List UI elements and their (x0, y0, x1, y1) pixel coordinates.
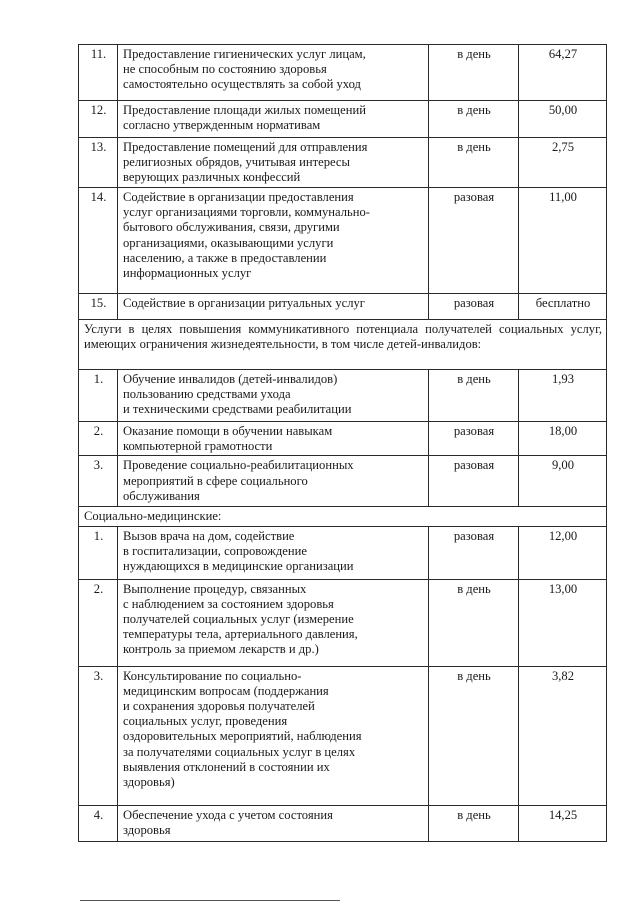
row-number: 1. (79, 526, 118, 579)
unit-cell: разовая (429, 294, 519, 320)
unit-cell: разовая (429, 456, 519, 507)
row-number: 3. (79, 666, 118, 805)
unit-cell: в день (429, 370, 519, 422)
table-row (79, 45, 607, 101)
price-cell: 18,00 (519, 422, 607, 456)
section-communicative-title: Услуги в целях повышения коммуникативного потенциала получателей социальных услуг, имеющих ограничения жизнедеятельности, в том числе детей-инвалидов: (79, 320, 607, 370)
services-price-table (78, 44, 607, 842)
unit-cell: в день (429, 45, 519, 101)
service-name: Предоставление площади жилых помещений согласно утвержденным нормативам (118, 101, 429, 138)
row-number: 13. (79, 138, 118, 188)
table-row (79, 666, 607, 805)
service-name: Обучение инвалидов (детей-инвалидов) пользованию средствами ухода и техническими средствами реабилитации (118, 370, 429, 422)
row-number: 2. (79, 422, 118, 456)
price-cell: 64,27 (519, 45, 607, 101)
table-row (79, 805, 607, 841)
service-name: Содействие в организации предоставления услуг организациями торговли, коммунально- бытового обслуживания, связи, другими организациями, оказывающими услуги населению, а также в предоставлении информационных услуг (118, 188, 429, 294)
unit-cell: разовая (429, 188, 519, 294)
service-name: Проведение социально-реабилитационных мероприятий в сфере социального обслуживания (118, 456, 429, 507)
row-number: 1. (79, 370, 118, 422)
section-header-row (79, 507, 607, 526)
service-name: Предоставление гигиенических услуг лицам, не способным по состоянию здоровья самостоятельно осуществлять за собой уход (118, 45, 429, 101)
price-cell: бесплатно (519, 294, 607, 320)
table-row (79, 138, 607, 188)
table-row (79, 456, 607, 507)
row-number: 15. (79, 294, 118, 320)
row-number: 4. (79, 805, 118, 841)
price-cell: 11,00 (519, 188, 607, 294)
unit-cell: в день (429, 138, 519, 188)
table-row (79, 188, 607, 294)
service-name: Содействие в организации ритуальных услуг (118, 294, 429, 320)
unit-cell: в день (429, 805, 519, 841)
service-name: Оказание помощи в обучении навыкам компьютерной грамотности (118, 422, 429, 456)
section-header-row (79, 320, 607, 370)
section-medical-title: Социально-медицинские: (79, 507, 607, 526)
price-cell: 3,82 (519, 666, 607, 805)
service-name: Обеспечение ухода с учетом состояния здоровья (118, 805, 429, 841)
unit-cell: в день (429, 101, 519, 138)
table-row (79, 370, 607, 422)
service-name: Вызов врача на дом, содействие в госпитализации, сопровождение нуждающихся в медицинские организации (118, 526, 429, 579)
footer-divider (80, 900, 340, 901)
service-name: Консультирование по социально- медицинским вопросам (поддержания и сохранения здоровья получателей социальных услуг, проведения оздоровительных мероприятий, наблюдения за получателями социальных услуг в целях выявления отклонений в состоянии их здоровья) (118, 666, 429, 805)
service-name: Предоставление помещений для отправления религиозных обрядов, учитывая интересы верующих различных конфессий (118, 138, 429, 188)
table-row (79, 101, 607, 138)
unit-cell: разовая (429, 422, 519, 456)
unit-cell: в день (429, 666, 519, 805)
table-row (79, 526, 607, 579)
price-cell: 14,25 (519, 805, 607, 841)
service-name: Выполнение процедур, связанных с наблюдением за состоянием здоровья получателей социальных услуг (измерение температуры тела, артериального давления, контроль за приемом лекарств и др.) (118, 579, 429, 666)
unit-cell: разовая (429, 526, 519, 579)
table-row (79, 422, 607, 456)
row-number: 2. (79, 579, 118, 666)
price-cell: 9,00 (519, 456, 607, 507)
price-cell: 12,00 (519, 526, 607, 579)
row-number: 14. (79, 188, 118, 294)
row-number: 3. (79, 456, 118, 507)
price-cell: 50,00 (519, 101, 607, 138)
price-cell: 13,00 (519, 579, 607, 666)
price-cell: 2,75 (519, 138, 607, 188)
price-cell: 1,93 (519, 370, 607, 422)
row-number: 12. (79, 101, 118, 138)
row-number: 11. (79, 45, 118, 101)
table-row (79, 294, 607, 320)
unit-cell: в день (429, 579, 519, 666)
table-row (79, 579, 607, 666)
